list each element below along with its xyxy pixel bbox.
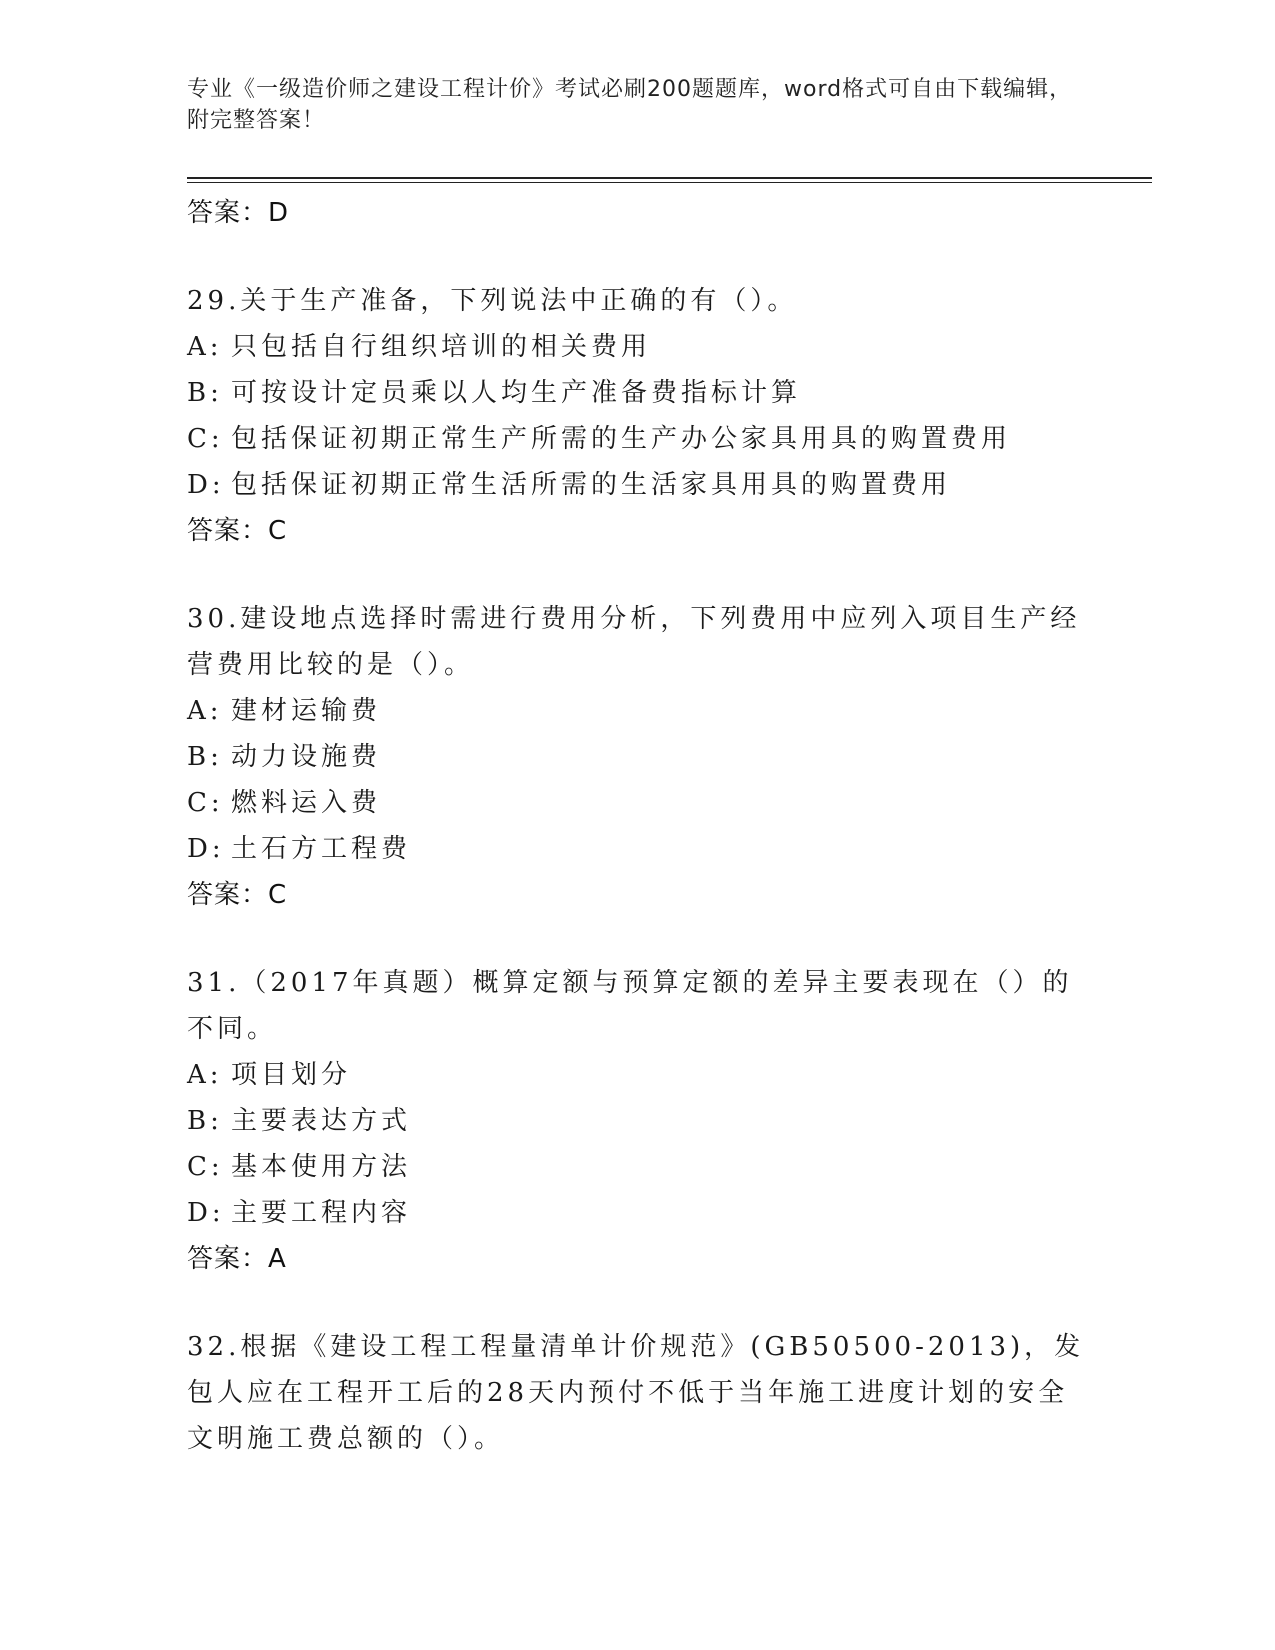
- page-header: 专业《一级造价师之建设工程计价》考试必刷200题题库，word格式可自由下载编辑，附完整答案！: [187, 77, 1073, 133]
- option-letter: A:: [187, 696, 223, 726]
- question-32: [187, 1324, 1087, 1462]
- option-text: 包括保证初期正常生产所需的生产办公家具用具的购置费用: [231, 424, 1012, 454]
- option-letter: C:: [187, 424, 224, 454]
- option-letter: D:: [187, 470, 225, 500]
- option-text: 动力设施费: [231, 742, 382, 772]
- header-rule-thin: [187, 182, 1152, 183]
- question-stem: 29.关于生产准备，下列说法中正确的有（）。: [187, 286, 798, 316]
- option-a: [187, 1052, 1087, 1098]
- option-c: [187, 780, 1087, 826]
- option-b: [187, 1098, 1087, 1144]
- answer-line: 答案：D: [187, 198, 290, 228]
- question-stem: 31.（2017年真题）概算定额与预算定额的差异主要表现在（）的不同。: [187, 968, 1073, 1044]
- option-text: 基本使用方法: [231, 1152, 412, 1182]
- option-d: [187, 462, 1087, 508]
- option-text: 主要表达方式: [231, 1106, 412, 1136]
- option-text: 土石方工程费: [231, 834, 412, 864]
- option-b: [187, 734, 1087, 780]
- option-letter: C:: [187, 788, 224, 818]
- option-letter: A:: [187, 332, 223, 362]
- question-stem: 32.根据《建设工程工程量清单计价规范》(GB50500-2013)，发包人应在工程开工后的28天内预付不低于当年施工进度计划的安全文明施工费总额的（）。: [187, 1332, 1085, 1454]
- option-c: [187, 416, 1087, 462]
- option-text: 项目划分: [231, 1060, 352, 1090]
- option-a: [187, 688, 1087, 734]
- option-letter: B:: [187, 378, 223, 408]
- option-b: [187, 370, 1087, 416]
- question-31: [187, 960, 1087, 1282]
- option-letter: D:: [187, 834, 225, 864]
- option-a: [187, 324, 1087, 370]
- option-letter: A:: [187, 1060, 223, 1090]
- header-rule-thick: [187, 177, 1152, 179]
- option-text: 包括保证初期正常生活所需的生活家具用具的购置费用: [231, 470, 952, 500]
- answer-line: 答案：C: [187, 880, 288, 910]
- answer-line: 答案：C: [187, 516, 288, 546]
- answer-line: 答案：A: [187, 1244, 287, 1274]
- option-text: 可按设计定员乘以人均生产准备费指标计算: [231, 378, 802, 408]
- option-text: 燃料运入费: [231, 788, 382, 818]
- option-c: [187, 1144, 1087, 1190]
- question-30: [187, 596, 1087, 918]
- question-stem: 30.建设地点选择时需进行费用分析，下列费用中应列入项目生产经营费用比较的是（）。: [187, 604, 1081, 680]
- document-content: [187, 190, 1087, 1462]
- option-letter: B:: [187, 1106, 223, 1136]
- question-29: [187, 278, 1087, 554]
- option-letter: C:: [187, 1152, 224, 1182]
- option-letter: B:: [187, 742, 223, 772]
- option-letter: D:: [187, 1198, 225, 1228]
- option-text: 建材运输费: [231, 696, 382, 726]
- option-text: 只包括自行组织培训的相关费用: [231, 332, 652, 362]
- option-text: 主要工程内容: [231, 1198, 412, 1228]
- option-d: [187, 826, 1087, 872]
- option-d: [187, 1190, 1087, 1236]
